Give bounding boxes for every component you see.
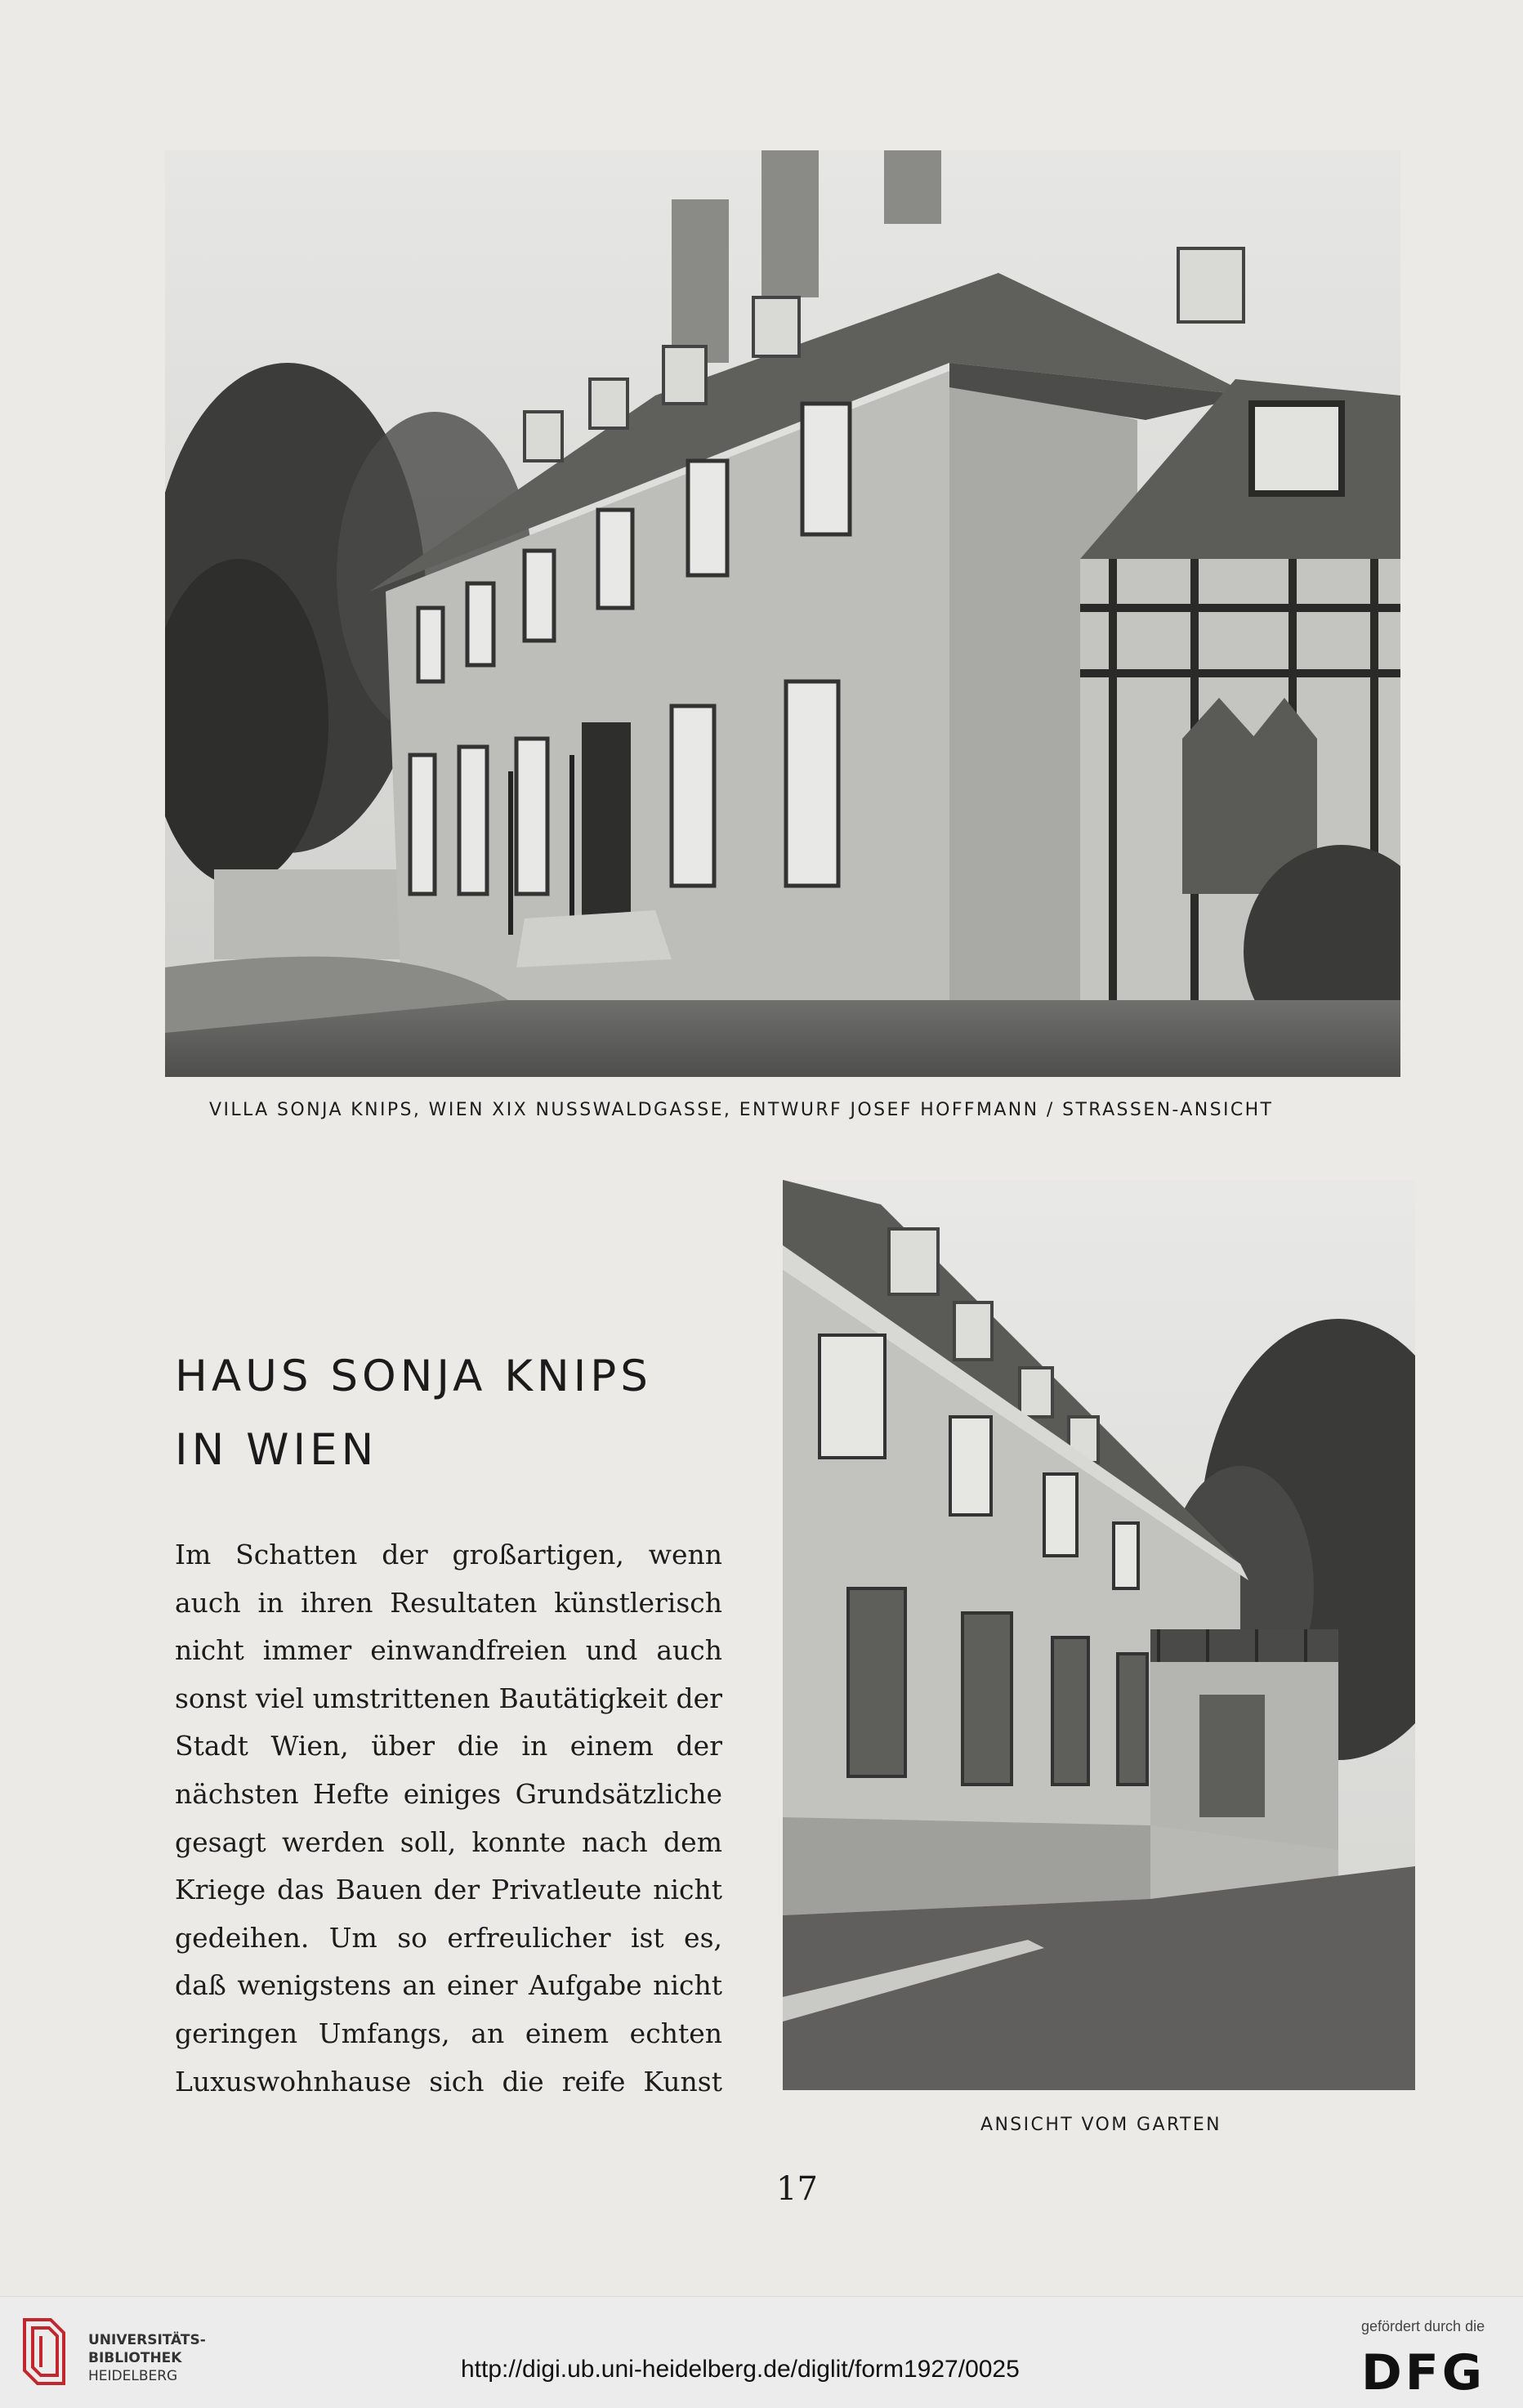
page-number: 17 [776,2170,818,2208]
body-line: Stadt Wien, über die in einem der [175,1730,722,1762]
street-view-image [165,150,1400,1077]
source-url-link[interactable]: http://digi.ub.uni-heidelberg.de/diglit/form1927/0025 [461,2356,1020,2383]
body-line: auch in ihren Resultaten künstlerisch [175,1586,722,1619]
body-line: sonst viel umstrittenen Bautätigkeit der [175,1682,722,1714]
university-library-logo-icon [18,2315,70,2388]
library-name [88,2331,206,2385]
footer-bar [0,2296,1523,2408]
body-line: Luxuswohnhause sich die reife Kunst [175,2065,722,2098]
body-line: geringen Umfangs, an einem echten [175,2017,722,2049]
photo-garden-view [783,1180,1415,2090]
caption-street-view: VILLA SONJA KNIPS, WIEN XIX NUSSWALDGASSE, ENTWURF JOSEF HOFFMANN / STRASSEN-ANSICHT [209,1100,1274,1120]
heading-line-1: HAUS SONJA KNIPS [175,1351,652,1401]
garden-view-image [783,1180,1415,2090]
library-line-2: BIBLIOTHEK [88,2350,182,2366]
heading-line-2: IN WIEN [175,1425,378,1475]
article-heading [175,1340,652,1487]
library-line-1: UNIVERSITÄTS- [88,2332,206,2348]
body-line: nächsten Hefte einiges Grundsätzliche [175,1777,722,1810]
body-line: gesagt werden soll, konnte nach dem [175,1825,722,1858]
body-line: Im Schatten der großartigen, wenn [175,1539,722,1570]
body-line: gedeihen. Um so erfreulicher ist es, [175,1921,722,1954]
article-body [175,1531,722,2106]
body-line: nicht immer einwandfreien und auch [175,1634,722,1667]
library-line-3: HEIDELBERG [88,2368,178,2384]
funded-by-label: gefördert durch die [1361,2318,1485,2334]
body-line: Kriege das Bauen der Privatleute nicht [175,1874,722,1906]
dfg-logo: DFG [1361,2344,1486,2401]
caption-garden-view: ANSICHT VOM GARTEN [980,2115,1222,2135]
body-line: daß wenigstens an einer Aufgabe nicht [175,1969,722,2002]
photo-street-view [165,150,1400,1077]
